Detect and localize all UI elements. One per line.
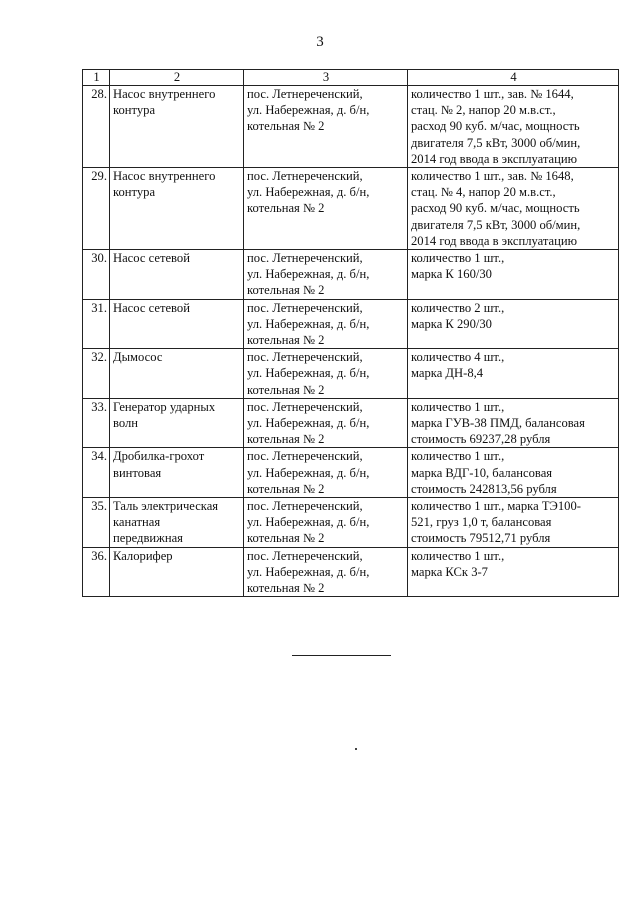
row-number-cell: 36. bbox=[83, 547, 110, 597]
item-name-cell: Насос сетевой bbox=[110, 299, 244, 349]
column-header: 3 bbox=[244, 70, 408, 86]
location-cell: пос. Летнереченский, ул. Набережная, д. б/н, котельная № 2 bbox=[244, 398, 408, 448]
details-cell: количество 1 шт., марка ТЭ100- 521, груз 1,0 т, балансовая стоимость 79512,71 рубля bbox=[408, 498, 619, 548]
row-number-cell: 32. bbox=[83, 349, 110, 399]
column-header: 2 bbox=[110, 70, 244, 86]
table-row bbox=[83, 547, 619, 597]
details-cell: количество 1 шт., марка КСк 3-7 bbox=[408, 547, 619, 597]
table-row bbox=[83, 349, 619, 399]
details-cell: количество 1 шт., марка К 160/30 bbox=[408, 250, 619, 300]
location-cell: пос. Летнереченский, ул. Набережная, д. б/н, котельная № 2 bbox=[244, 299, 408, 349]
table-row bbox=[83, 299, 619, 349]
item-name-cell: Насос сетевой bbox=[110, 250, 244, 300]
location-cell: пос. Летнереченский, ул. Набережная, д. б/н, котельная № 2 bbox=[244, 250, 408, 300]
item-name-cell: Дымосос bbox=[110, 349, 244, 399]
item-name-cell: Таль электрическая канатная передвижная bbox=[110, 498, 244, 548]
details-cell: количество 1 шт., марка ГУВ-38 ПМД, балансовая стоимость 69237,28 рубля bbox=[408, 398, 619, 448]
equipment-table bbox=[82, 69, 619, 597]
table-row bbox=[83, 250, 619, 300]
item-name-cell: Дробилка-грохот винтовая bbox=[110, 448, 244, 498]
stray-dot bbox=[355, 748, 357, 750]
details-cell: количество 2 шт., марка К 290/30 bbox=[408, 299, 619, 349]
details-cell: количество 1 шт., зав. № 1644, стац. № 2, напор 20 м.в.ст., расход 90 куб. м/час, мощность двигателя 7,5 кВт, 3000 об/мин, 2014 год ввода в эксплуатацию bbox=[408, 86, 619, 168]
table-row bbox=[83, 168, 619, 250]
row-number-cell: 31. bbox=[83, 299, 110, 349]
column-header: 4 bbox=[408, 70, 619, 86]
table-header-row bbox=[83, 70, 619, 86]
item-name-cell: Насос внутреннего контура bbox=[110, 168, 244, 250]
table-row bbox=[83, 448, 619, 498]
location-cell: пос. Летнереченский, ул. Набережная, д. б/н, котельная № 2 bbox=[244, 498, 408, 548]
row-number-cell: 35. bbox=[83, 498, 110, 548]
location-cell: пос. Летнереченский, ул. Набережная, д. б/н, котельная № 2 bbox=[244, 86, 408, 168]
column-header: 1 bbox=[83, 70, 110, 86]
row-number-cell: 28. bbox=[83, 86, 110, 168]
row-number-cell: 34. bbox=[83, 448, 110, 498]
item-name-cell: Генератор ударных волн bbox=[110, 398, 244, 448]
row-number-cell: 29. bbox=[83, 168, 110, 250]
table-row bbox=[83, 398, 619, 448]
table-row bbox=[83, 498, 619, 548]
details-cell: количество 1 шт., зав. № 1648, стац. № 4, напор 20 м.в.ст., расход 90 куб. м/час, мощность двигателя 7,5 кВт, 3000 об/мин, 2014 год ввода в эксплуатацию bbox=[408, 168, 619, 250]
page-number: 3 bbox=[316, 34, 324, 50]
item-name-cell: Калорифер bbox=[110, 547, 244, 597]
row-number-cell: 33. bbox=[83, 398, 110, 448]
location-cell: пос. Летнереченский, ул. Набережная, д. б/н, котельная № 2 bbox=[244, 349, 408, 399]
details-cell: количество 4 шт., марка ДН-8,4 bbox=[408, 349, 619, 399]
details-cell: количество 1 шт., марка ВДГ-10, балансовая стоимость 242813,56 рубля bbox=[408, 448, 619, 498]
table-row bbox=[83, 86, 619, 168]
location-cell: пос. Летнереченский, ул. Набережная, д. б/н, котельная № 2 bbox=[244, 547, 408, 597]
item-name-cell: Насос внутреннего контура bbox=[110, 86, 244, 168]
location-cell: пос. Летнереченский, ул. Набережная, д. б/н, котельная № 2 bbox=[244, 168, 408, 250]
separator-line bbox=[292, 655, 391, 656]
location-cell: пос. Летнереченский, ул. Набережная, д. б/н, котельная № 2 bbox=[244, 448, 408, 498]
row-number-cell: 30. bbox=[83, 250, 110, 300]
